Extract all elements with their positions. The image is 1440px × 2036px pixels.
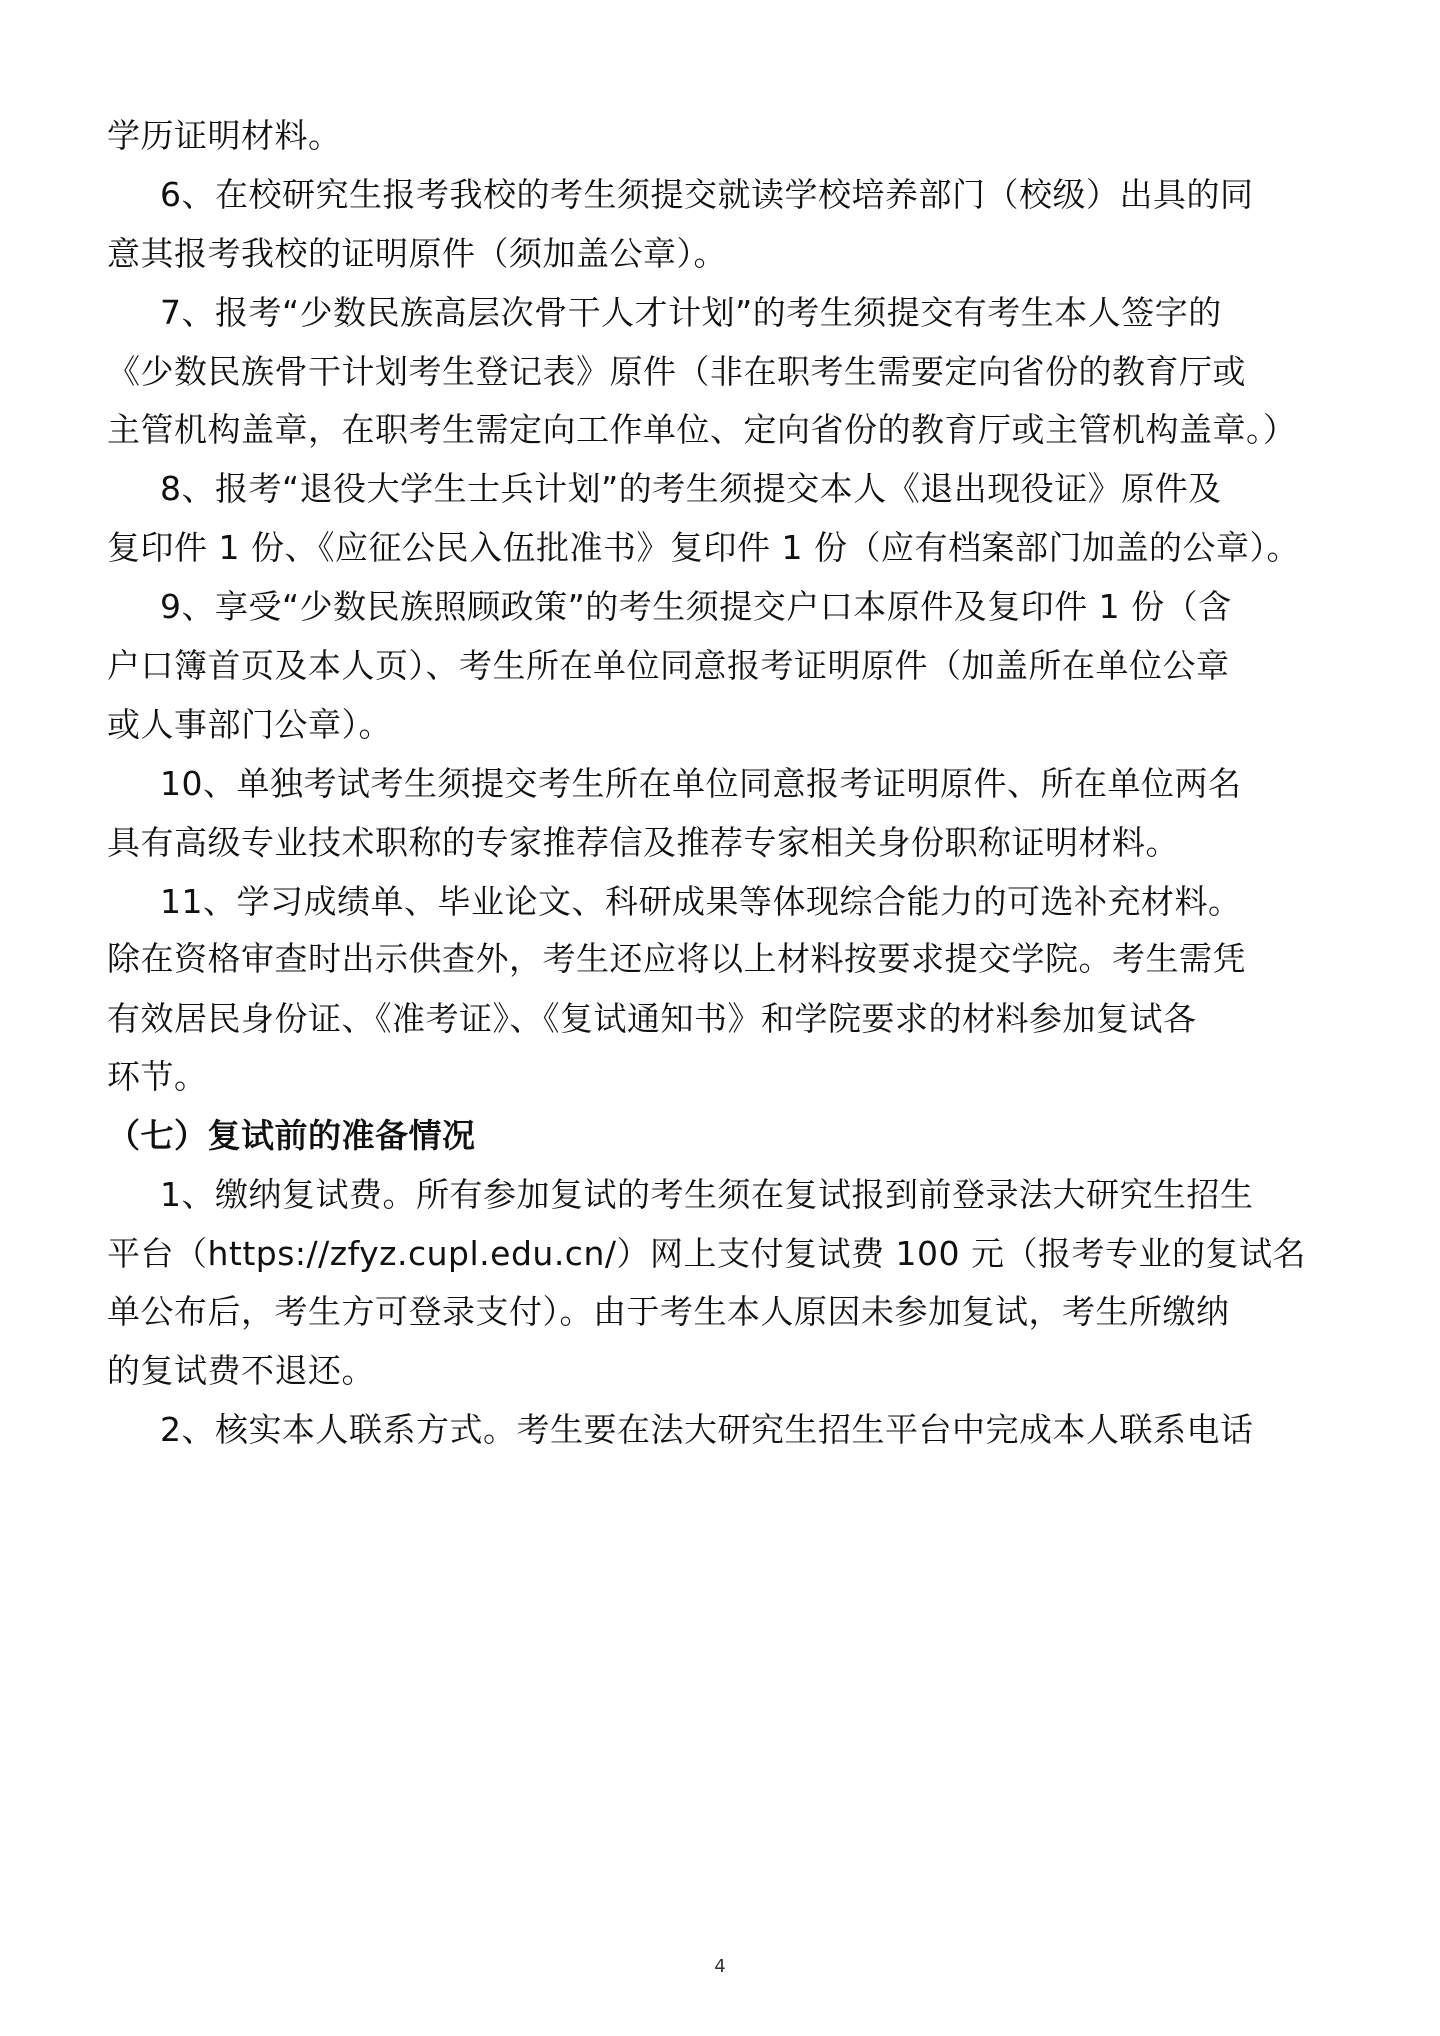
text-line: 8、报考“退役大学生士兵计划”的考生须提交本人《退出现役证》原件及 bbox=[160, 469, 1222, 508]
text-line: 7、报考“少数民族高层次骨干人才计划”的考生须提交有考生本人签字的 bbox=[160, 293, 1222, 332]
text-line: 的复试费不退还。 bbox=[107, 1351, 375, 1390]
text-line: 10、单独考试考生须提交考生所在单位同意报考证明原件、所在单位两名 bbox=[160, 764, 1242, 803]
text-line: 11、学习成绩单、毕业论文、科研成果等体现综合能力的可选补充材料。 bbox=[160, 882, 1242, 921]
text-line: 9、享受“少数民族照顾政策”的考生须提交户口本原件及复印件 1 份（含 bbox=[160, 587, 1232, 626]
text-line: 主管机构盖章，在职考生需定向工作单位、定向省份的教育厅或主管机构盖章。） bbox=[107, 410, 1297, 449]
text-line: 复印件 1 份、《应征公民入伍批准书》复印件 1 份（应有档案部门加盖的公章）。 bbox=[107, 528, 1300, 567]
text-line: 户口簿首页及本人页）、考生所在单位同意报考证明原件（加盖所在单位公章 bbox=[107, 646, 1230, 685]
text-line: 或人事部门公章）。 bbox=[107, 705, 392, 744]
text-line: 单公布后，考生方可登录支付）。由于考生本人原因未参加复试，考生所缴纳 bbox=[107, 1292, 1230, 1331]
text-line: 除在资格审查时出示供查外，考生还应将以上材料按要求提交学院。考生需凭 bbox=[107, 939, 1246, 978]
text-line: 意其报考我校的证明原件（须加盖公章）。 bbox=[107, 234, 727, 273]
page-number: 4 bbox=[714, 1956, 726, 1977]
text-line: 环节。 bbox=[107, 1057, 208, 1096]
text-line: 有效居民身份证、《准考证》、《复试通知书》和学院要求的材料参加复试各 bbox=[107, 999, 1197, 1038]
text-line: 6、在校研究生报考我校的考生须提交就读学校培养部门（校级）出具的同 bbox=[160, 175, 1254, 214]
section-heading: （七）复试前的准备情况 bbox=[107, 1116, 476, 1155]
text-line: 2、核实本人联系方式。考生要在法大研究生招生平台中完成本人联系电话 bbox=[160, 1410, 1254, 1449]
text-line: 《少数民族骨干计划考生登记表》原件（非在职考生需要定向省份的教育厅或 bbox=[107, 352, 1246, 391]
text-line: 1、缴纳复试费。所有参加复试的考生须在复试报到前登录法大研究生招生 bbox=[160, 1175, 1254, 1214]
text-line: 具有高级专业技术职称的专家推荐信及推荐专家相关身份职称证明材料。 bbox=[107, 823, 1179, 862]
text-line: 平台（https://zfyz.cupl.edu.cn/）网上支付复试费 100 元（报考专业的复试名 bbox=[107, 1234, 1306, 1273]
text-line: 学历证明材料。 bbox=[107, 116, 342, 155]
